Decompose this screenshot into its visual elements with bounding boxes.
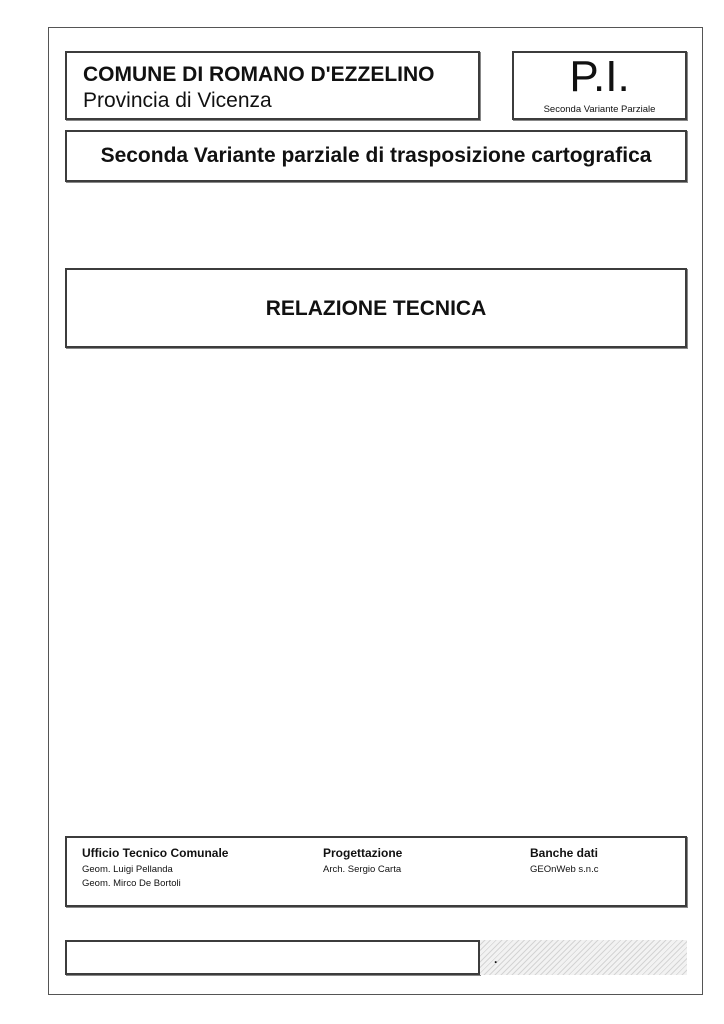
plan-code-box [512, 51, 687, 120]
credits-design-name: Arch. Sergio Carta [323, 864, 402, 875]
footer-box [65, 940, 480, 975]
credits-data-title: Banche dati [530, 846, 599, 860]
credits-office-title: Ufficio Tecnico Comunale [82, 846, 229, 860]
province-name: Provincia di Vicenza [83, 89, 272, 112]
footer-hatched-panel [480, 940, 687, 975]
document-title: RELAZIONE TECNICA [265, 297, 487, 320]
variant-title: Seconda Variante parziale di trasposizione cartografica [100, 144, 652, 167]
credits-office [82, 846, 228, 889]
credits-data-name: GEOnWeb s.n.c [530, 864, 599, 875]
credits-design-title: Progettazione [323, 846, 403, 860]
credits-office-name: Geom. Luigi Pellanda [82, 864, 173, 875]
document-title-box [65, 268, 687, 348]
footer-mark: . [494, 952, 498, 966]
municipality-name: COMUNE DI ROMANO D'EZZELINO [83, 63, 435, 86]
credits-design [323, 846, 402, 875]
plan-code: P.I. [569, 52, 630, 101]
credits-office-name: Geom. Mirco De Bortoli [82, 878, 181, 889]
municipality-box [65, 51, 480, 120]
credits-data [530, 846, 598, 875]
credits-box [65, 836, 687, 907]
variant-title-box [65, 130, 687, 182]
plan-subtitle: Seconda Variante Parziale [543, 104, 656, 115]
